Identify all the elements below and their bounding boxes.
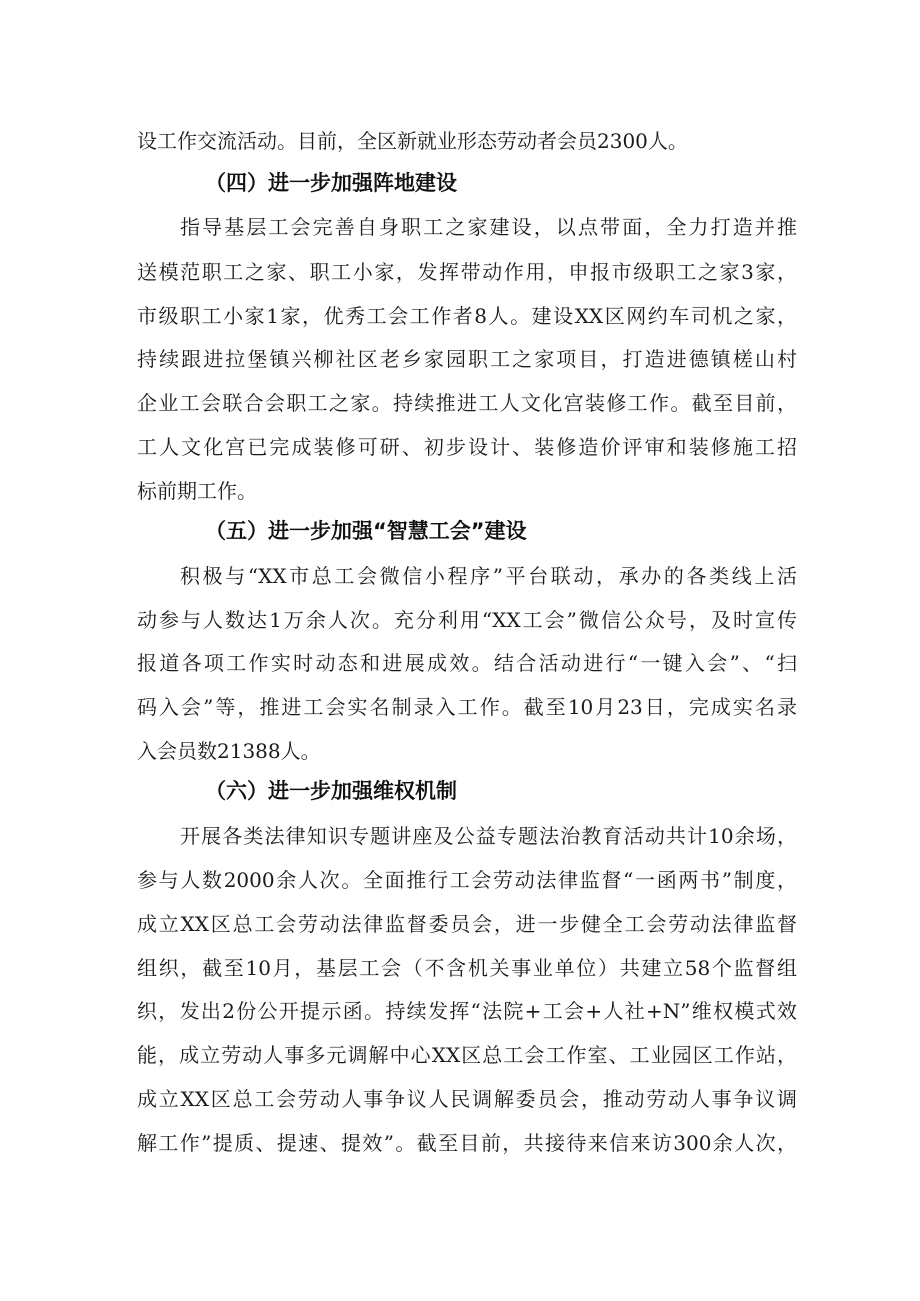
section-heading-6: （六）进一步加强维权机制 — [205, 779, 457, 803]
paragraph-line: 持续跟进拉堡镇兴柳社区老乡家园职工之家项目，打造进德镇槎山村 — [137, 347, 797, 371]
paragraph-line: 工人文化宫已完成装修可研、初步设计、装修造价评审和装修施工招 — [137, 435, 797, 459]
paragraph-line: 开展各类法律知识专题讲座及公益专题法治教育活动共计10余场， — [180, 824, 797, 848]
paragraph-line: 标前期工作。 — [137, 479, 257, 503]
paragraph-line: 设工作交流活动。目前，全区新就业形态劳动者会员2300人。 — [137, 129, 688, 153]
paragraph-line: 组织，截至10月，基层工会（不含机关事业单位）共建立58个监督组 — [137, 956, 797, 980]
paragraph-line: 市级职工小家1家，优秀工会工作者8人。建设XX区网约车司机之家， — [137, 304, 797, 328]
paragraph-line: 成立XX区总工会劳动人事争议人民调解委员会，推动劳动人事争议调 — [137, 1087, 797, 1111]
paragraph-line: 报道各项工作实时动态和进展成效。结合活动进行“一键入会”、“扫 — [137, 651, 797, 675]
paragraph-line: 解工作”提质、提速、提效”。截至目前，共接待来信来访300余人次， — [137, 1131, 797, 1155]
paragraph-line: 参与人数2000余人次。全面推行工会劳动法律监督“一函两书”制度， — [137, 868, 797, 892]
paragraph-line: 入会员数21388人。 — [137, 739, 321, 763]
section-heading-4: （四）进一步加强阵地建设 — [205, 171, 457, 195]
paragraph-line: 织，发出2份公开提示函。持续发挥“法院+工会+人社+N”维权模式效 — [137, 999, 797, 1023]
paragraph-line: 动参与人数达1万余人次。充分利用“XX工会”微信公众号，及时宣传 — [137, 608, 797, 632]
paragraph-line: 送模范职工之家、职工小家，发挥带动作用，申报市级职工之家3家， — [137, 260, 797, 284]
paragraph-line: 码入会”等，推进工会实名制录入工作。截至10月23日，完成实名录 — [137, 695, 797, 719]
paragraph-line: 指导基层工会完善自身职工之家建设，以点带面，全力打造并推 — [180, 215, 797, 239]
paragraph-line: 企业工会联合会职工之家。持续推进工人文化宫装修工作。截至目前， — [137, 391, 797, 415]
section-heading-5: （五）进一步加强“智慧工会”建设 — [205, 519, 527, 543]
paragraph-line: 成立XX区总工会劳动法律监督委员会，进一步健全工会劳动法律监督 — [137, 912, 797, 936]
paragraph-line: 积极与“XX市总工会微信小程序”平台联动，承办的各类线上活 — [180, 564, 797, 588]
paragraph-line: 能，成立劳动人事多元调解中心XX区总工会工作室、工业园区工作站， — [137, 1043, 797, 1067]
